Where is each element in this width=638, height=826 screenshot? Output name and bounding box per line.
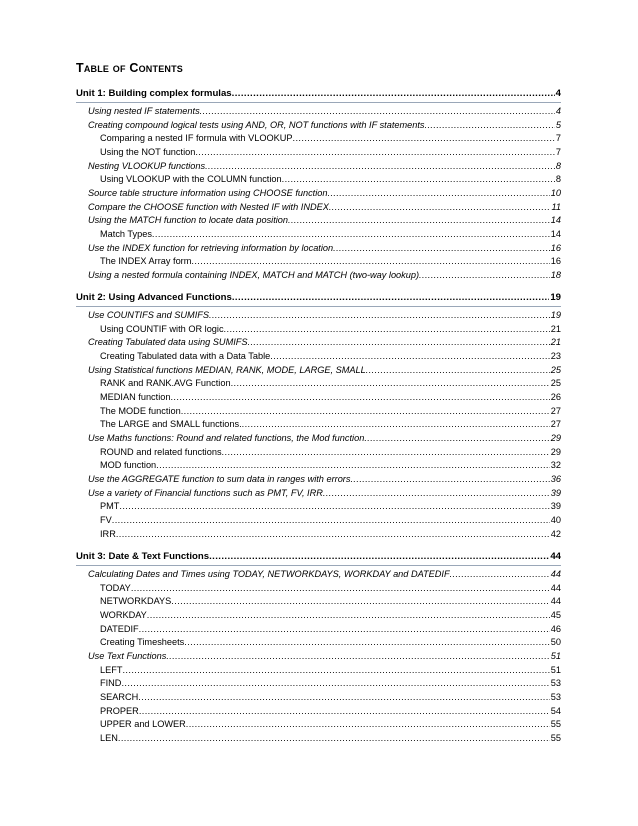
dot-leader <box>350 474 549 484</box>
toc-title: Table of Contents <box>76 61 184 75</box>
toc-section-entry[interactable] <box>88 433 561 447</box>
toc-section-entry[interactable] <box>88 569 561 583</box>
toc-section-entry[interactable] <box>88 270 561 284</box>
toc-subsection-entry-label: The INDEX Array form <box>100 256 192 267</box>
toc-section-entry-page-number: 5 <box>555 119 561 130</box>
dot-leader <box>138 692 549 702</box>
toc-subsection-entry-page-number: 53 <box>550 678 561 689</box>
toc-subsection-entry[interactable] <box>100 147 561 161</box>
dot-leader <box>329 202 551 212</box>
toc-subsection-entry[interactable] <box>100 624 561 638</box>
toc-section-entry[interactable] <box>88 474 561 488</box>
toc-subsection-entry-page-number: 53 <box>550 691 561 702</box>
toc-subsection-entry-label: The MODE function <box>100 405 181 416</box>
toc-section-entry-label: Compare the CHOOSE function with Nested IF with INDEX <box>88 201 329 212</box>
toc-subsection-entry[interactable] <box>100 596 561 610</box>
toc-subsection-entry-label: SEARCH <box>100 691 139 702</box>
toc-section-entry-label: Creating Tabulated data using SUMIFS <box>88 337 248 348</box>
toc-subsection-entry-label: NETWORKDAYS <box>100 596 172 607</box>
toc-section-entry-label: Use COUNTIFS and SUMIFS <box>88 310 209 320</box>
dot-leader <box>209 310 550 320</box>
dot-leader <box>184 637 550 647</box>
dot-leader <box>293 133 555 143</box>
toc-section-entry[interactable] <box>88 488 561 502</box>
toc-subsection-entry[interactable] <box>100 133 561 147</box>
dot-leader <box>364 433 549 443</box>
toc-subsection-entry-label: Using the NOT function <box>100 146 196 157</box>
toc-subsection-entry-label: Creating Tabulated data with a Data Table <box>100 350 271 361</box>
toc-section-entry[interactable] <box>88 243 561 257</box>
dot-leader <box>119 501 549 511</box>
toc-subsection-entry-label: FIND <box>100 678 122 689</box>
toc-unit-heading[interactable] <box>76 551 561 566</box>
dot-leader <box>282 174 555 184</box>
toc-section-entry-page-number: 8 <box>555 160 561 171</box>
dot-leader <box>232 292 550 303</box>
dot-leader <box>205 161 555 171</box>
toc-subsection-entry[interactable] <box>100 174 561 188</box>
toc-subsection-entry[interactable] <box>100 692 561 706</box>
toc-subsection-entry-label: RANK and RANK.AVG Function <box>100 378 231 389</box>
toc-section-entry-label: Nesting VLOOKUP functions <box>88 160 206 171</box>
toc-section-entry-label: Use the INDEX function for retrieving information by location <box>88 242 334 253</box>
toc-section-entry-page-number: 36 <box>550 473 561 484</box>
toc-section-entry[interactable] <box>88 310 561 324</box>
toc-section-entry-label: Using a nested formula containing INDEX, MATCH and MATCH (two-way lookup) <box>88 269 420 280</box>
toc-section-entry-page-number: 4 <box>555 106 561 116</box>
dot-leader <box>288 215 550 225</box>
toc-section-entry-page-number: 10 <box>550 187 561 198</box>
toc-section-entry[interactable] <box>88 215 561 229</box>
dot-leader <box>166 651 549 661</box>
toc-unit-heading-page-number: 19 <box>550 292 561 303</box>
toc-subsection-entry-label: UPPER and LOWER <box>100 719 186 730</box>
toc-subsection-entry-page-number: 14 <box>550 228 561 239</box>
toc-subsection-entry-label: Using COUNTIF with OR logic <box>100 323 224 334</box>
toc-subsection-entry-page-number: 16 <box>550 256 561 267</box>
dot-leader <box>231 378 550 388</box>
toc-subsection-entry-label: MEDIAN function <box>100 391 171 402</box>
dot-leader <box>112 515 550 525</box>
dot-leader <box>131 583 550 593</box>
toc-subsection-entry-label: PROPER <box>100 705 139 716</box>
dot-leader <box>156 460 550 470</box>
toc-section-entry[interactable] <box>88 202 561 216</box>
toc-section-entry[interactable] <box>88 161 561 175</box>
toc-subsection-entry-label: Comparing a nested IF formula with VLOOKUP <box>100 133 293 144</box>
toc-subsection-entry-label: LEFT <box>100 664 123 675</box>
dot-leader <box>152 229 550 239</box>
toc-section-entry-page-number: 21 <box>550 337 561 348</box>
toc-section-entry[interactable] <box>88 337 561 351</box>
dot-leader <box>195 147 555 157</box>
dot-leader <box>139 624 550 634</box>
toc-section-entry-label: Use Maths functions: Round and related functions, the Mod function <box>88 432 365 443</box>
toc-section-entry-label: Calculating Dates and Times using TODAY, NETWORKDAYS, WORKDAY and DATEDIF <box>88 569 450 579</box>
toc-unit-heading-label: Unit 3: Date & Text Functions <box>76 551 210 562</box>
dot-leader <box>121 678 549 688</box>
toc-section-entry-page-number: 19 <box>550 310 561 320</box>
dot-leader <box>147 610 550 620</box>
dot-leader <box>181 406 550 416</box>
toc-section-entry[interactable] <box>88 120 561 134</box>
dot-leader <box>242 419 550 429</box>
toc-subsection-entry[interactable] <box>100 229 561 243</box>
toc-subsection-entry-page-number: 50 <box>550 637 561 648</box>
dot-leader <box>170 392 549 402</box>
toc-section-entry-page-number: 25 <box>550 364 561 375</box>
toc-section-entry-page-number: 11 <box>551 201 561 212</box>
toc-section-entry-label: Use Text Functions <box>88 650 167 661</box>
toc-subsection-entry-page-number: 55 <box>550 719 561 730</box>
toc-subsection-entry-label: ROUND and related functions <box>100 446 222 457</box>
dot-leader <box>118 733 550 743</box>
toc-subsection-entry-label: FV <box>100 514 112 525</box>
toc-section-entry-label: Using nested IF statements <box>88 106 200 116</box>
toc-subsection-entry-page-number: 7 <box>555 146 561 157</box>
dot-leader <box>224 324 550 334</box>
toc-section-entry-label: Using Statistical functions MEDIAN, RANK, MODE, LARGE, SMALL <box>88 364 366 375</box>
dot-leader <box>122 665 549 675</box>
toc-subsection-entry[interactable] <box>100 256 561 270</box>
toc-subsection-entry[interactable] <box>100 665 561 679</box>
dot-leader <box>139 706 550 716</box>
toc-subsection-entry[interactable] <box>100 719 561 733</box>
toc-subsection-entry[interactable] <box>100 637 561 651</box>
toc-subsection-entry[interactable] <box>100 515 561 529</box>
dot-leader <box>450 569 550 579</box>
dot-leader <box>248 337 550 347</box>
toc-subsection-entry-page-number: 25 <box>550 378 561 389</box>
toc-section-entry-page-number: 14 <box>550 215 561 226</box>
toc-subsection-entry-page-number: 29 <box>550 446 561 457</box>
toc-subsection-entry[interactable] <box>100 678 561 692</box>
toc-subsection-entry[interactable] <box>100 529 561 543</box>
dot-leader <box>270 351 550 361</box>
toc-subsection-entry[interactable] <box>100 392 561 406</box>
toc-subsection-entry-label: WORKDAY <box>100 609 147 620</box>
toc-section-entry[interactable] <box>88 106 561 120</box>
dot-leader <box>366 365 550 375</box>
toc-subsection-entry[interactable] <box>100 733 561 747</box>
toc-subsection-entry[interactable] <box>100 610 561 624</box>
dot-leader <box>425 120 555 130</box>
toc-unit-heading-page-number: 4 <box>555 88 561 99</box>
toc-unit-heading-page-number: 44 <box>550 551 561 562</box>
dot-leader <box>323 488 550 498</box>
toc-subsection-entry[interactable] <box>100 419 561 433</box>
toc-subsection-entry-page-number: 55 <box>550 732 561 743</box>
toc-subsection-entry-page-number: 8 <box>555 174 561 185</box>
toc-section-entry-label: Use a variety of Financial functions such as PMT, FV, IRR <box>88 487 323 498</box>
toc-subsection-entry[interactable] <box>100 447 561 461</box>
toc-subsection-entry-page-number: 21 <box>550 323 561 334</box>
toc-subsection-entry-page-number: 40 <box>550 514 561 525</box>
toc-subsection-entry-page-number: 39 <box>550 501 561 512</box>
toc-section-entry-page-number: 51 <box>550 650 561 661</box>
toc-subsection-entry-page-number: 54 <box>550 705 561 716</box>
toc-subsection-entry[interactable] <box>100 378 561 392</box>
toc-unit-heading-label: Unit 2: Using Advanced Functions <box>76 292 232 303</box>
toc-section-entry-page-number: 39 <box>550 487 561 498</box>
toc-subsection-entry-page-number: 44 <box>550 582 561 593</box>
dot-leader <box>333 243 550 253</box>
dot-leader <box>171 596 549 606</box>
toc-subsection-entry[interactable] <box>100 460 561 474</box>
toc-subsection-entry-page-number: 46 <box>550 623 561 634</box>
toc-subsection-entry-label: The LARGE and SMALL functions. <box>100 419 242 430</box>
toc-section-entry[interactable] <box>88 651 561 665</box>
toc-section-entry-page-number: 44 <box>550 569 561 579</box>
toc-subsection-entry-page-number: 51 <box>550 664 561 675</box>
dot-leader <box>232 88 555 99</box>
dot-leader <box>222 447 550 457</box>
toc-section-entry-label: Use the AGGREGATE function to sum data in ranges with errors <box>88 473 351 484</box>
toc-subsection-entry-page-number: 32 <box>550 460 561 471</box>
toc-subsection-entry-label: IRR <box>100 528 116 539</box>
toc-subsection-entry[interactable] <box>100 351 561 365</box>
toc-subsection-entry-label: MOD function <box>100 460 157 471</box>
dot-leader <box>209 551 549 562</box>
toc-section-entry-label: Source table structure information using CHOOSE function <box>88 187 328 198</box>
dot-leader <box>419 270 550 280</box>
toc-section-entry-label: Creating compound logical tests using AND, OR, NOT functions with IF statements <box>88 119 425 130</box>
dot-leader <box>186 719 550 729</box>
dot-leader <box>191 256 549 266</box>
toc-subsection-entry-page-number: 27 <box>550 405 561 416</box>
toc-subsection-entry-label: Creating Timesheets <box>100 637 185 648</box>
toc-subsection-entry-page-number: 23 <box>550 350 561 361</box>
toc-subsection-entry[interactable] <box>100 324 561 338</box>
toc-subsection-entry-label: LEN <box>100 732 118 743</box>
toc-subsection-entry-page-number: 44 <box>550 596 561 607</box>
dot-leader <box>200 106 555 116</box>
toc-subsection-entry[interactable] <box>100 583 561 597</box>
dot-leader <box>116 529 550 539</box>
toc-section-entry-page-number: 29 <box>550 432 561 443</box>
toc-subsection-entry-page-number: 26 <box>550 391 561 402</box>
toc-subsection-entry-page-number: 42 <box>550 528 561 539</box>
toc-subsection-entry-label: DATEDIF <box>100 623 139 634</box>
toc-subsection-entry-page-number: 27 <box>550 419 561 430</box>
toc-section-entry[interactable] <box>88 188 561 202</box>
toc-subsection-entry[interactable] <box>100 706 561 720</box>
toc-subsection-entry-page-number: 7 <box>555 133 561 144</box>
toc-section-entry[interactable] <box>88 365 561 379</box>
toc-subsection-entry-label: Using VLOOKUP with the COLUMN function <box>100 174 282 185</box>
toc-unit-heading[interactable] <box>76 292 561 307</box>
toc-subsection-entry-page-number: 45 <box>550 609 561 620</box>
toc-subsection-entry-label: Match Types <box>100 228 152 239</box>
toc-subsection-entry-label: TODAY <box>100 582 131 593</box>
toc-section-entry-page-number: 18 <box>550 269 561 280</box>
toc-unit-heading[interactable] <box>76 88 561 103</box>
toc-section-entry-page-number: 16 <box>550 242 561 253</box>
toc-section-entry-label: Using the MATCH function to locate data position <box>88 215 289 226</box>
toc-subsection-entry[interactable] <box>100 501 561 515</box>
toc-subsection-entry[interactable] <box>100 406 561 420</box>
dot-leader <box>328 188 550 198</box>
toc-unit-heading-label: Unit 1: Building complex formulas <box>76 88 232 99</box>
toc-subsection-entry-label: PMT <box>100 501 120 512</box>
